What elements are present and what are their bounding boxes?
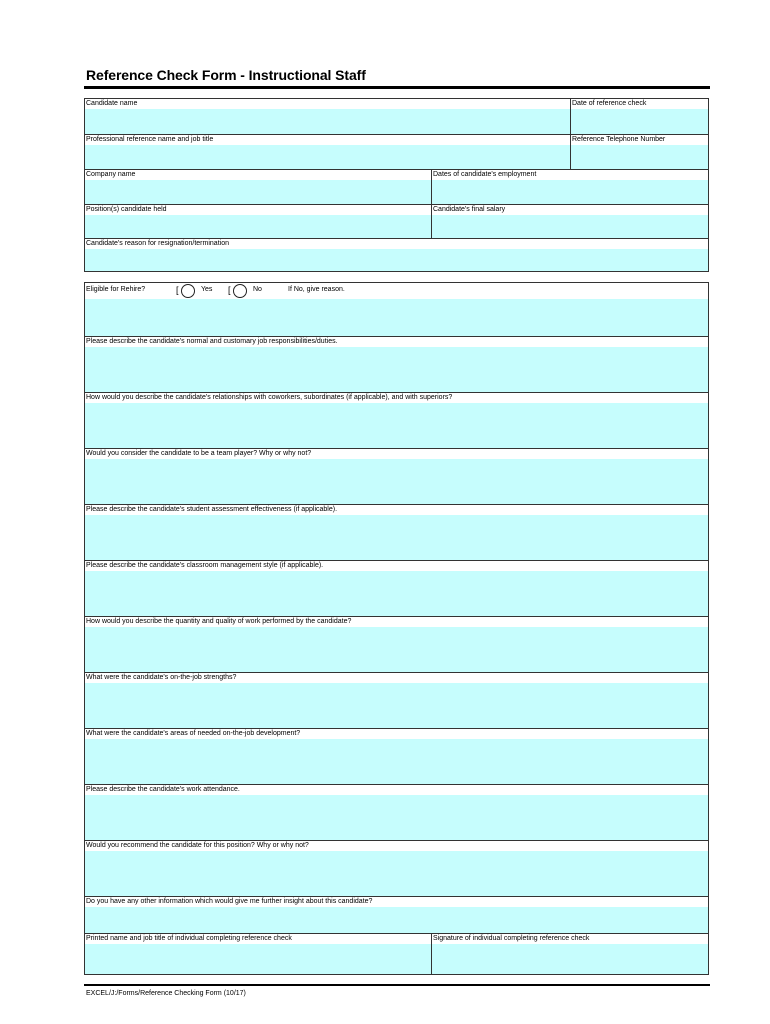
rehire-reason-input[interactable] xyxy=(85,299,708,336)
date-of-reference-label: Date of reference check xyxy=(572,100,647,107)
question-field[interactable] xyxy=(85,617,708,672)
reason-field[interactable] xyxy=(85,239,708,271)
no-bracket: [ xyxy=(228,285,231,295)
reference-questions-section xyxy=(84,282,709,975)
question-field[interactable] xyxy=(85,561,708,616)
question-field[interactable] xyxy=(85,505,708,560)
form-title: Reference Check Form - Instructional Staff xyxy=(86,67,366,83)
footer-divider xyxy=(84,984,710,986)
question-label: Please describe the candidate's student assessment effectiveness (if applicable). xyxy=(86,506,338,513)
rehire-field xyxy=(85,283,708,336)
final-salary-field[interactable] xyxy=(432,205,708,238)
signature-label: Signature of individual completing reference check xyxy=(433,935,590,942)
question-field[interactable] xyxy=(85,337,708,392)
rehire-no-radio[interactable] xyxy=(233,284,247,298)
company-name-label: Company name xyxy=(86,171,136,178)
question-field[interactable] xyxy=(85,841,708,896)
dates-of-employment-field[interactable] xyxy=(432,170,708,204)
positions-held-field[interactable] xyxy=(85,205,431,238)
question-field[interactable] xyxy=(85,729,708,784)
printed-name-label: Printed name and job title of individual completing reference check xyxy=(86,935,292,942)
rehire-yes-radio[interactable] xyxy=(181,284,195,298)
question-label: How would you describe the quantity and quality of work performed by the candidate? xyxy=(86,618,352,625)
question-label: Would you consider the candidate to be a team player? Why or why not? xyxy=(86,450,312,457)
candidate-name-field[interactable] xyxy=(85,99,570,134)
candidate-info-section xyxy=(84,98,709,272)
yes-bracket: [ xyxy=(176,285,179,295)
question-label: What were the candidate's on-the-job strengths? xyxy=(86,674,237,681)
date-of-reference-field[interactable] xyxy=(571,99,708,134)
professional-reference-field[interactable] xyxy=(85,135,570,169)
reference-telephone-label: Reference Telephone Number xyxy=(572,136,666,143)
question-label: Please describe the candidate's classroom management style (if applicable). xyxy=(86,562,324,569)
company-name-field[interactable] xyxy=(85,170,431,204)
dates-of-employment-label: Dates of candidate's employment xyxy=(433,171,537,178)
candidate-name-label: Candidate name xyxy=(86,100,138,107)
question-field[interactable] xyxy=(85,673,708,728)
rehire-no-label: No xyxy=(253,286,262,293)
final-salary-label: Candidate's final salary xyxy=(433,206,506,213)
title-divider xyxy=(84,86,710,89)
rehire-label: Eligible for Rehire? xyxy=(86,286,146,293)
reference-telephone-field[interactable] xyxy=(571,135,708,169)
question-label: How would you describe the candidate's relationships with coworkers, subordinates (if applicable), and with superiors? xyxy=(86,394,453,401)
question-field[interactable] xyxy=(85,393,708,448)
question-label: Do you have any other information which would give me further insight about this candidate? xyxy=(86,898,373,905)
printed-name-field[interactable] xyxy=(85,934,431,974)
question-label: Would you recommend the candidate for this position? Why or why not? xyxy=(86,842,309,849)
rehire-yes-label: Yes xyxy=(201,286,213,293)
signature-field[interactable] xyxy=(432,934,708,974)
question-label: Please describe the candidate's normal and customary job responsibilities/duties. xyxy=(86,338,338,345)
positions-held-label: Position(s) candidate held xyxy=(86,206,167,213)
question-field[interactable] xyxy=(85,897,708,933)
question-field[interactable] xyxy=(85,785,708,840)
professional-reference-label: Professional reference name and job title xyxy=(86,136,214,143)
rehire-note: If No, give reason. xyxy=(288,286,345,293)
question-label: Please describe the candidate's work attendance. xyxy=(86,786,240,793)
question-label: What were the candidate's areas of needed on-the-job development? xyxy=(86,730,301,737)
reason-label: Candidate's reason for resignation/termination xyxy=(86,240,229,247)
question-field[interactable] xyxy=(85,449,708,504)
footer-text: EXCEL/J:/Forms/Reference Checking Form (10/17) xyxy=(86,990,246,997)
